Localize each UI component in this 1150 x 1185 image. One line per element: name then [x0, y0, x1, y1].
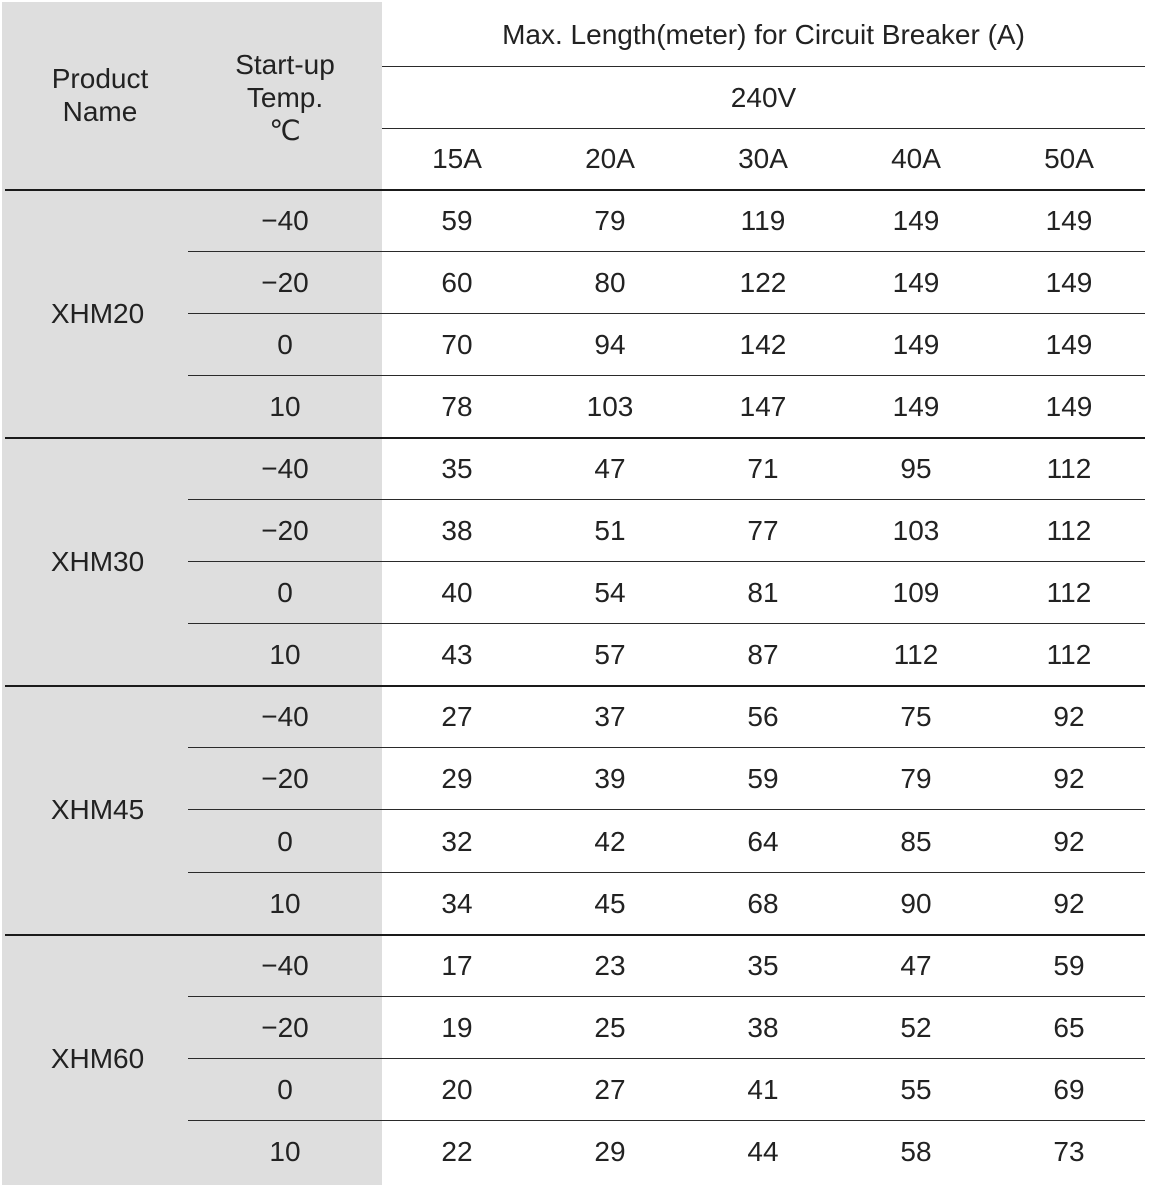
value-cell: 65	[1053, 1011, 1085, 1043]
value-cell: 85	[900, 825, 932, 857]
value-cell: 59	[1053, 949, 1085, 981]
temp-cell: −40	[261, 205, 309, 237]
value-cell: 56	[747, 701, 779, 733]
value-cell: 92	[1053, 763, 1085, 795]
temp-cell: −40	[261, 453, 309, 485]
value-cell: 44	[747, 1135, 779, 1167]
value-cell: 64	[747, 825, 779, 857]
value-cell: 142	[739, 329, 787, 361]
temp-cell: −20	[261, 763, 309, 795]
value-cell: 43	[441, 639, 473, 671]
header-max-length-title: Max. Length(meter) for Circuit Breaker (A)	[502, 19, 1025, 50]
value-cell: 73	[1053, 1135, 1085, 1167]
value-cell: 68	[747, 887, 779, 919]
value-cell: 35	[441, 453, 473, 485]
value-cell: 45	[594, 887, 626, 919]
value-cell: 92	[1053, 887, 1085, 919]
value-cell: 55	[900, 1073, 932, 1105]
breaker-header-20a: 20A	[585, 143, 635, 174]
breaker-header-30a: 30A	[738, 143, 788, 174]
product-name-cell: XHM45	[50, 794, 145, 826]
value-cell: 80	[594, 267, 626, 299]
value-cell: 29	[441, 763, 473, 795]
value-cell: 78	[441, 391, 473, 423]
temp-cell: 0	[277, 1073, 293, 1105]
value-cell: 23	[594, 949, 626, 981]
value-cell: 52	[900, 1011, 932, 1043]
value-cell: 19	[441, 1011, 473, 1043]
header-voltage: 240V	[730, 81, 797, 113]
value-cell: 95	[900, 453, 932, 485]
header-product-name-line1: Product	[51, 63, 149, 94]
value-cell: 79	[594, 205, 626, 237]
value-cell: 38	[747, 1011, 779, 1043]
value-cell: 27	[441, 701, 473, 733]
value-cell: 38	[441, 515, 473, 547]
value-cell: 77	[747, 515, 779, 547]
value-cell: 149	[1045, 329, 1093, 361]
breaker-header-40a: 40A	[891, 143, 941, 174]
temp-cell: −20	[261, 1011, 309, 1043]
value-cell: 112	[1046, 515, 1092, 547]
value-cell: 112	[1046, 639, 1092, 671]
value-cell: 149	[892, 205, 940, 237]
value-cell: 112	[1046, 577, 1092, 609]
product-name-cell: XHM20	[50, 298, 145, 330]
value-cell: 40	[441, 577, 473, 609]
temp-cell: −40	[261, 949, 309, 981]
value-cell: 87	[747, 639, 779, 671]
value-cell: 41	[747, 1073, 779, 1105]
value-cell: 149	[1045, 205, 1093, 237]
value-cell: 20	[441, 1073, 473, 1105]
header-startup-line2: Temp.	[246, 82, 324, 113]
temp-cell: 0	[277, 825, 293, 857]
value-cell: 47	[594, 453, 626, 485]
value-cell: 54	[594, 577, 626, 609]
value-cell: 103	[586, 391, 634, 423]
value-cell: 59	[441, 205, 473, 237]
value-cell: 69	[1053, 1073, 1085, 1105]
value-cell: 17	[441, 949, 473, 981]
value-cell: 35	[747, 949, 779, 981]
value-cell: 27	[594, 1073, 626, 1105]
value-cell: 37	[594, 701, 626, 733]
value-cell: 119	[740, 205, 786, 237]
header-startup-temp	[190, 40, 380, 155]
value-cell: 25	[594, 1011, 626, 1043]
value-cell: 22	[441, 1135, 473, 1167]
value-cell: 147	[739, 391, 787, 423]
header-startup-line1: Start-up	[235, 49, 335, 80]
header-product-name-line2: Name	[62, 96, 138, 127]
value-cell: 29	[594, 1135, 626, 1167]
value-cell: 71	[747, 453, 779, 485]
value-cell: 149	[1045, 267, 1093, 299]
value-cell: 42	[594, 825, 626, 857]
product-name-cell: XHM60	[50, 1042, 145, 1074]
value-cell: 59	[747, 763, 779, 795]
value-cell: 149	[892, 329, 940, 361]
value-cell: 60	[441, 267, 473, 299]
value-cell: 58	[900, 1135, 932, 1167]
value-cell: 32	[441, 825, 473, 857]
breaker-header-15a: 15A	[432, 143, 482, 174]
value-cell: 75	[900, 701, 932, 733]
value-cell: 81	[747, 577, 779, 609]
value-cell: 149	[892, 267, 940, 299]
header-product-name	[5, 40, 195, 150]
value-cell: 149	[1045, 391, 1093, 423]
breaker-header-50a: 50A	[1044, 143, 1094, 174]
value-cell: 122	[739, 267, 787, 299]
temp-cell: 10	[269, 391, 301, 423]
value-cell: 112	[893, 639, 939, 671]
value-cell: 90	[900, 887, 932, 919]
value-cell: 109	[892, 577, 940, 609]
value-cell: 92	[1053, 701, 1085, 733]
value-cell: 112	[1046, 453, 1092, 485]
temp-cell: −20	[261, 515, 309, 547]
value-cell: 39	[594, 763, 626, 795]
value-cell: 94	[594, 329, 626, 361]
temp-cell: −20	[261, 267, 309, 299]
value-cell: 51	[594, 515, 626, 547]
temp-cell: −40	[261, 701, 309, 733]
value-cell: 57	[594, 639, 626, 671]
value-cell: 70	[441, 329, 473, 361]
value-cell: 34	[441, 887, 473, 919]
temp-cell: 0	[277, 329, 293, 361]
value-cell: 103	[892, 515, 940, 547]
temp-cell: 10	[269, 1135, 301, 1167]
temp-cell: 10	[269, 887, 301, 919]
product-name-cell: XHM30	[50, 546, 145, 578]
header-startup-line3: ℃	[269, 115, 301, 146]
value-cell: 79	[900, 763, 932, 795]
temp-cell: 10	[269, 639, 301, 671]
value-cell: 149	[892, 391, 940, 423]
temp-cell: 0	[277, 577, 293, 609]
value-cell: 47	[900, 949, 932, 981]
value-cell: 92	[1053, 825, 1085, 857]
